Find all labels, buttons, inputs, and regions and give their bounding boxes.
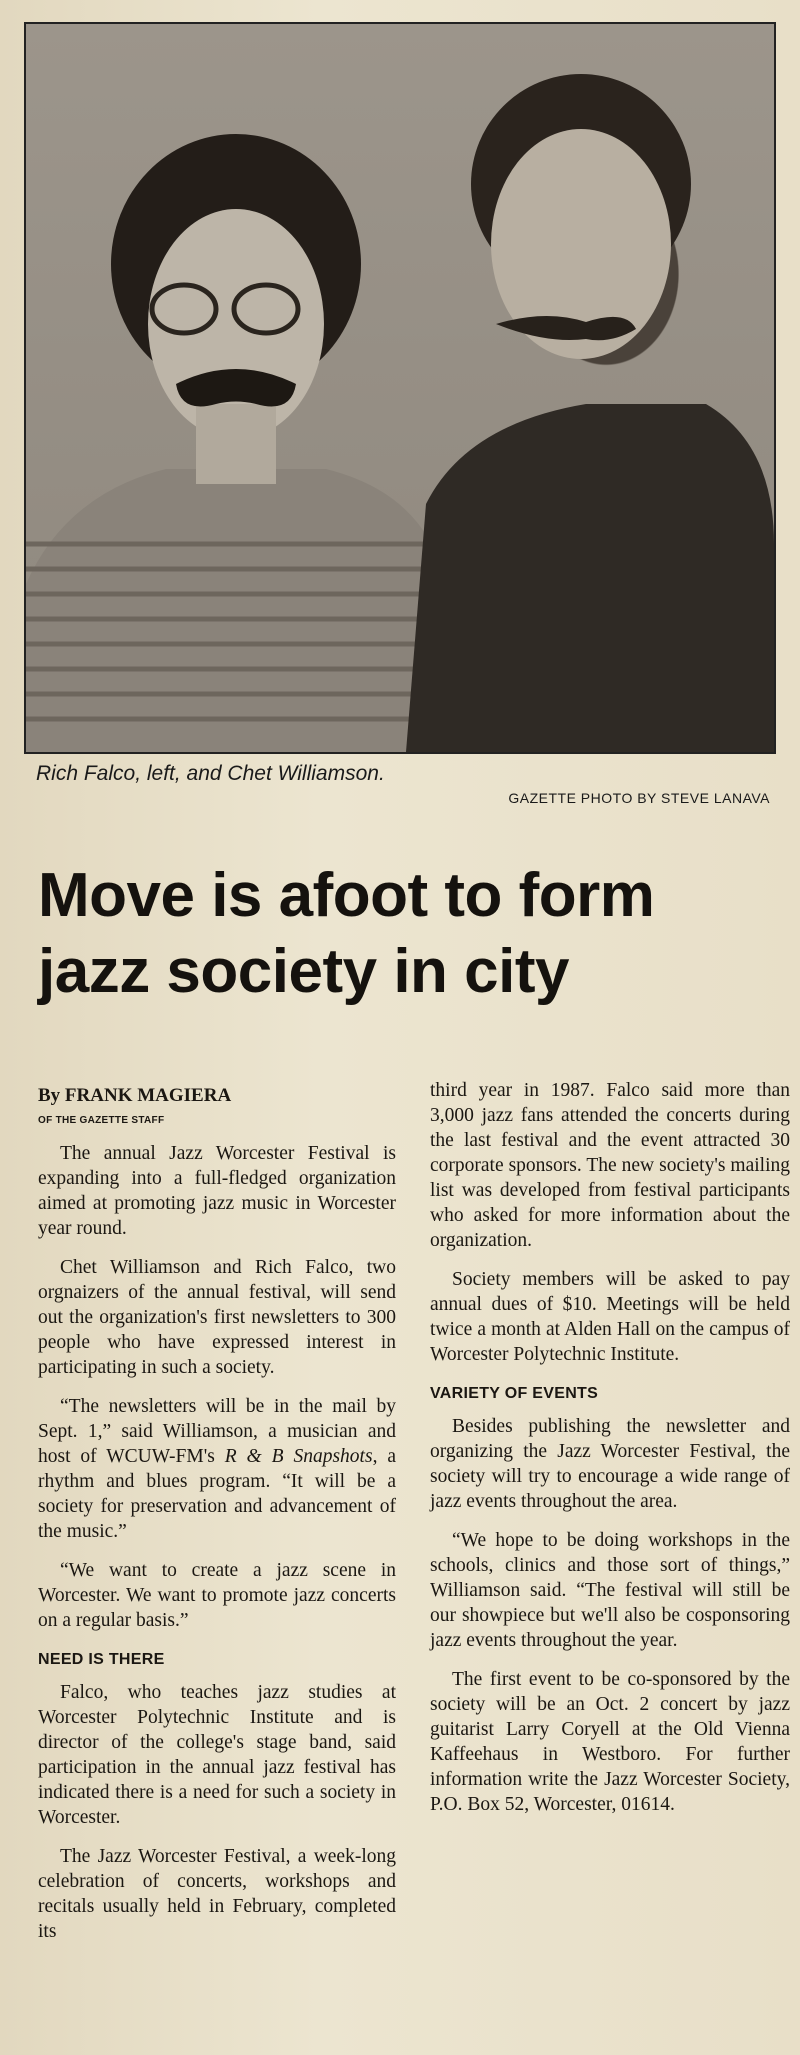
paragraph: Besides publishing the newsletter and organizing the Jazz Worcester Festival, the society will try to encourage a wide range of jazz events throughout the area. — [430, 1416, 790, 1512]
program-title: R & B Snapshots — [224, 1446, 373, 1467]
article-column-right — [430, 1078, 790, 1831]
photo-caption: Rich Falco, left, and Chet Williamson. — [36, 762, 385, 785]
article-photo — [24, 22, 776, 754]
paragraph: Society members will be asked to pay annual dues of $10. Meetings will be held twice a month at Alden Hall on the campus of Worcester Polytechnic Institute. — [430, 1269, 790, 1365]
paragraph-text: , a rhythm and blues program. “It will be a society for preservation and advancement of the music.” — [38, 1446, 397, 1542]
paragraph: The Jazz Worcester Festival, a week-long celebration of concerts, workshops and recitals usually held in February, completed its — [38, 1846, 396, 1942]
paragraph: “We want to create a jazz scene in Worcester. We want to promote jazz concerts on a regular basis.” — [38, 1560, 396, 1631]
subhead-need-is-there: NEED IS THERE — [38, 1651, 165, 1668]
byline: By FRANK MAGIERA — [38, 1085, 232, 1106]
paragraph — [38, 1394, 396, 1544]
photo-illustration — [26, 24, 774, 752]
right-man-figure — [406, 74, 774, 752]
article-column-left — [38, 1078, 396, 1958]
paragraph: Chet Williamson and Rich Falco, two orgnaizers of the annual festival, will send out the organization's first newsletters to 300 people who have expressed interest in participating in such a society. — [38, 1257, 396, 1378]
left-man-figure — [26, 134, 446, 752]
subhead-variety-of-events: VARIETY OF EVENTS — [430, 1385, 599, 1402]
byline-staff: OF THE GAZETTE STAFF — [38, 1115, 165, 1126]
paragraph: “We hope to be doing workshops in the schools, clinics and those sort of things,” Williamson said. “The festival will still be our showpiece but we'll also be cosponsoring jazz events throughout the year. — [430, 1530, 790, 1651]
paragraph-text: “The newsletters will be in the mail by Sept. 1,” said Williamson, a musician and host of WCUW-FM's — [38, 1396, 396, 1467]
paragraph: The annual Jazz Worcester Festival is expanding into a full-fledged organization aimed at promoting jazz music in Worcester year round. — [38, 1143, 396, 1239]
article-headline: Move is afoot to form jazz society in city — [38, 861, 655, 1006]
paragraph: The first event to be co-sponsored by the society will be an Oct. 2 concert by jazz guitarist Larry Coryell at the Old Vienna Kaffeehaus in Westboro. For further information write the Jazz Worcester Society, P.O. Box 52, Worcester, 01614. — [430, 1669, 790, 1815]
paragraph: Falco, who teaches jazz studies at Worcester Polytechnic Institute and is director of the college's stage band, said participation in the annual jazz festival has indicated there is a need for such a society in Worcester. — [38, 1682, 396, 1828]
paragraph: third year in 1987. Falco said more than 3,000 jazz fans attended the concerts during the last festival and the event attracted 30 corporate sponsors. The new society's mailing list was developed from festival participants who asked for more information about the organization. — [430, 1080, 790, 1251]
photo-credit: GAZETTE PHOTO BY STEVE LANAVA — [508, 790, 770, 806]
